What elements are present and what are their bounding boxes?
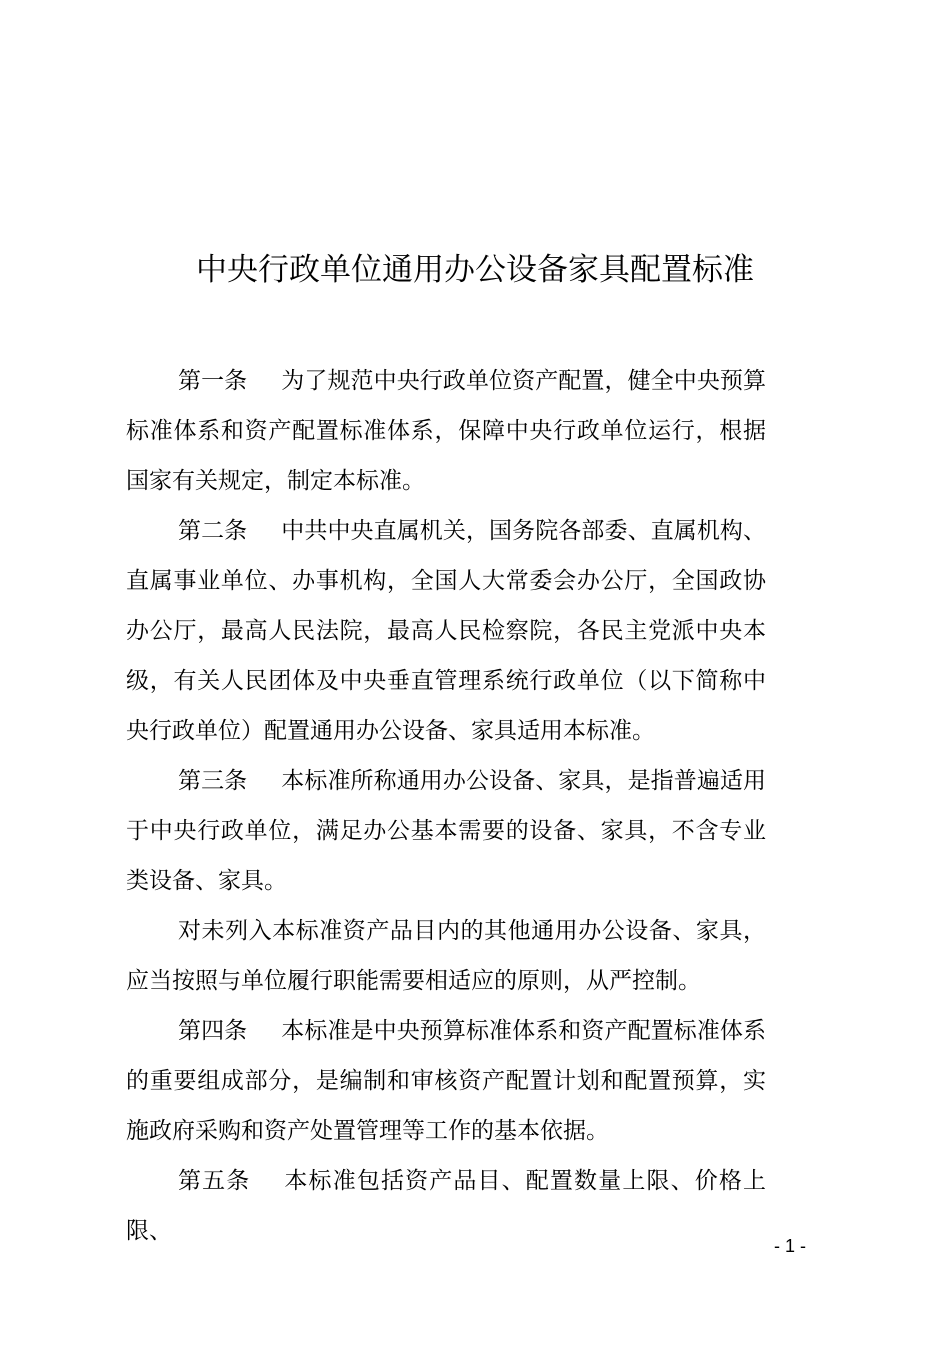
paragraph-article-2 — [126, 506, 766, 756]
article-number: 第一条 — [178, 368, 248, 394]
paragraph-text: 中共中央直属机关，国务院各部委、直属机构、直属事业单位、办事机构，全国人大常委会办公厅，全国政协办公厅，最高人民法院，最高人民检察院，各民主党派中央本级，有关人民团体及中央垂直管理系统行政单位（以下简称中央行政单位）配置通用办公设备、家具适用本标准。 — [126, 518, 767, 744]
page-number: - 1 - — [773, 1236, 806, 1256]
article-number: 第四条 — [178, 1018, 248, 1044]
article-number: 第五条 — [178, 1168, 251, 1194]
paragraph-article-3 — [126, 756, 766, 906]
document-title: 中央行政单位通用办公设备家具配置标准 — [196, 252, 754, 288]
paragraph-article-1 — [126, 356, 766, 506]
paragraph-text: 为了规范中央行政单位资产配置，健全中央预算标准体系和资产配置标准体系，保障中央行政单位运行，根据国家有关规定，制定本标准。 — [126, 368, 767, 494]
document-body — [126, 356, 766, 1256]
paragraph-text: 对未列入本标准资产品目内的其他通用办公设备、家具，应当按照与单位履行职能需要相适应的原则，从严控制。 — [126, 918, 766, 994]
paragraph-text: 本标准是中央预算标准体系和资产配置标准体系的重要组成部分，是编制和审核资产配置计划和配置预算，实施政府采购和资产处置管理等工作的基本依据。 — [126, 1018, 767, 1144]
paragraph-article-3-continued — [126, 906, 766, 1006]
article-number: 第三条 — [178, 768, 248, 794]
paragraph-text: 本标准所称通用办公设备、家具，是指普遍适用于中央行政单位，满足办公基本需要的设备、家具，不含专业类设备、家具。 — [126, 768, 767, 894]
article-number: 第二条 — [178, 518, 248, 544]
paragraph-text: 本标准包括资产品目、配置数量上限、价格上限、 — [126, 1168, 767, 1244]
paragraph-article-5 — [126, 1156, 766, 1256]
paragraph-article-4 — [126, 1006, 766, 1156]
